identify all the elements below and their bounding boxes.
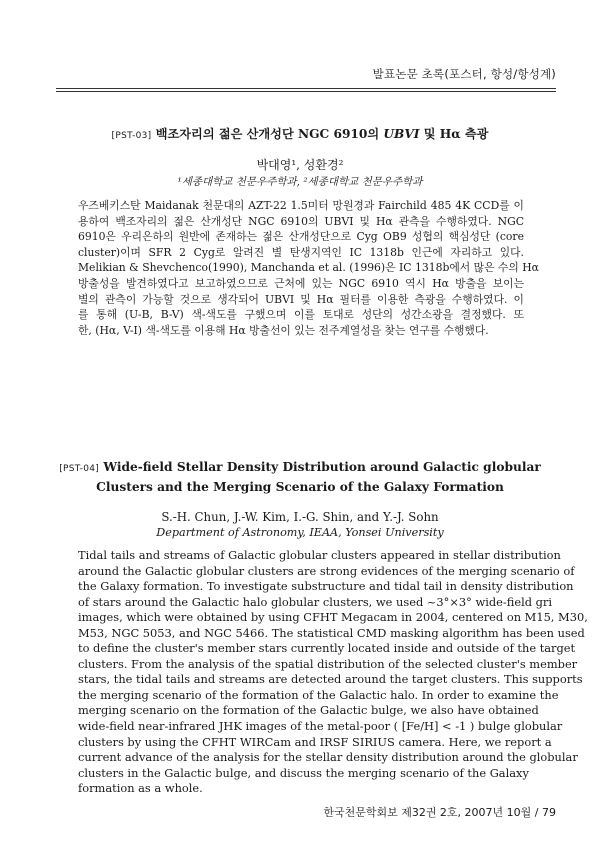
abstract2-line: the merging scenario of the formation of the Galactic halo. In order to examine the [78, 687, 559, 702]
abstract2-line: stars, the tidal tails and streams are detected around the target clusters. This supports [78, 672, 583, 687]
abstract2-line: current advance of the analysis for the stellar density distribution around the globular [78, 750, 578, 765]
abstract1-title [56, 125, 544, 142]
abstract1-line: 방출성을 발견하였다고 보고하였으므로 근처에 있는 NGC 6910 역시 Hα 방출을 보이는 [78, 276, 524, 290]
abstract2-line: clusters in the Galactic bulge, and discuss the merging scenario of the Galaxy [78, 765, 529, 780]
abstract2-line: around the Galactic globular clusters are strong evidences of the merging scenario of [78, 563, 575, 578]
abstract2-line: merging scenario on the formation of the Galactic bulge, we also have obtained [78, 703, 539, 718]
abstract2-line: formation as a whole. [78, 781, 203, 796]
abstract2-line: wide-field near-infrared JHK images of the metal-poor ( [Fe/H] < -1 ) bulge globular [78, 719, 563, 734]
abstract1-line: 한, (Hα, V-I) 색-색도를 이용해 Hα 방출선이 있는 전주계열성을 찾는 연구를 수행했다. [78, 323, 489, 337]
abstract1-authors: 박대영¹, 성환경² [256, 158, 344, 172]
page-footer: 한국천문학회보 제32권 2호, 2007년 10월 / 79 [323, 806, 556, 819]
abstract2-line: the Galaxy formation. To investigate substructure and tidal tail in density distribution [78, 579, 574, 594]
abstract2-authors: S.-H. Chun, J.-W. Kim, I.-G. Shin, and Y.-J. Sohn [161, 510, 439, 524]
header-rule [56, 88, 556, 92]
abstract1-line: 를 통해 (U-B, B-V) 색-색도를 구했으며 이를 토대로 성단의 성간소광을 결정했다. 또 [78, 308, 524, 322]
abstract1-line: 용하여 백조자리의 젊은 산개성단 NGC 6910의 UBVI 및 Hα 관측을 수행하였다. NGC [78, 214, 524, 228]
abstract1-line: 별의 관측이 가능할 것으로 생각되어 UBVI 및 Hα 필터를 이용한 측광을 수행하였다. 이 [78, 292, 524, 306]
abstract2-line: clusters. From the analysis of the spatial distribution of the selected cluster's member [78, 656, 578, 671]
abstract2-line: of stars around the Galactic halo globular clusters, we used ~3°×3° wide-field gri [78, 594, 553, 609]
section-header: 발표논문 초록(포스터, 항성/항성계) [372, 67, 556, 81]
abstract1-title-post: 및 Hα 측광 [419, 127, 489, 141]
abstract2-line: to define the cluster's member stars currently located inside and outside of the target [78, 641, 576, 656]
abstract2-line: images, which were obtained by using CFHT Megacam in 2004, centered on M15, M30, [78, 610, 588, 625]
abstract1-title-pre: 백조자리의 젊은 산개성단 NGC 6910의 [155, 127, 384, 141]
abstract1-line: 6910은 우리은하의 원반에 존재하는 젊은 산개성단으로 Cyg OB9 성협의 핵심성단 (core [78, 230, 524, 244]
abstract2-line: Tidal tails and streams of Galactic globular clusters appeared in stellar distribution [78, 548, 561, 562]
abstract1-affiliation: ¹세종대학교 천문우주학과, ²세종대학교 천문우주학과 [177, 176, 423, 188]
abstract2-affiliation: Department of Astronomy, IEAA, Yonsei University [156, 526, 444, 539]
abstract1-line: 우즈베키스탄 Maidanak 천문대의 AZT-22 1.5미터 망원경과 Fairchild 485 4K CCD를 이 [78, 199, 524, 212]
abstract1-line: cluster)이며 SFR 2 Cyg로 알려진 별 탄생지역인 IC 1318b 인근에 자리하고 있다. [78, 245, 524, 259]
abstract2-title-line1: Wide-field Stellar Density Distribution around Galactic globular [103, 460, 541, 474]
abstract2-body [78, 548, 588, 797]
abstract1-code: [PST-03] [111, 131, 152, 141]
abstract2-line: M53, NGC 5053, and NGC 5466. The statistical CMD masking algorithm has been used [78, 625, 585, 640]
abstract2-title-line2: Clusters and the Merging Scenario of the Galaxy Formation [96, 480, 504, 494]
abstract1-line: Melikian & Shevchenco(1990), Manchanda et al. (1996)은 IC 1318b에서 많은 수의 Hα [78, 261, 539, 275]
abstract2-title [56, 458, 544, 496]
abstract2-code: [PST-04] [59, 464, 100, 474]
abstract2-line: clusters by using the CFHT WIRCam and IRSF SIRIUS camera. Here, we report a [78, 734, 552, 749]
abstract1-title-italic: UBVI [383, 127, 420, 141]
abstract1-body [78, 198, 539, 338]
